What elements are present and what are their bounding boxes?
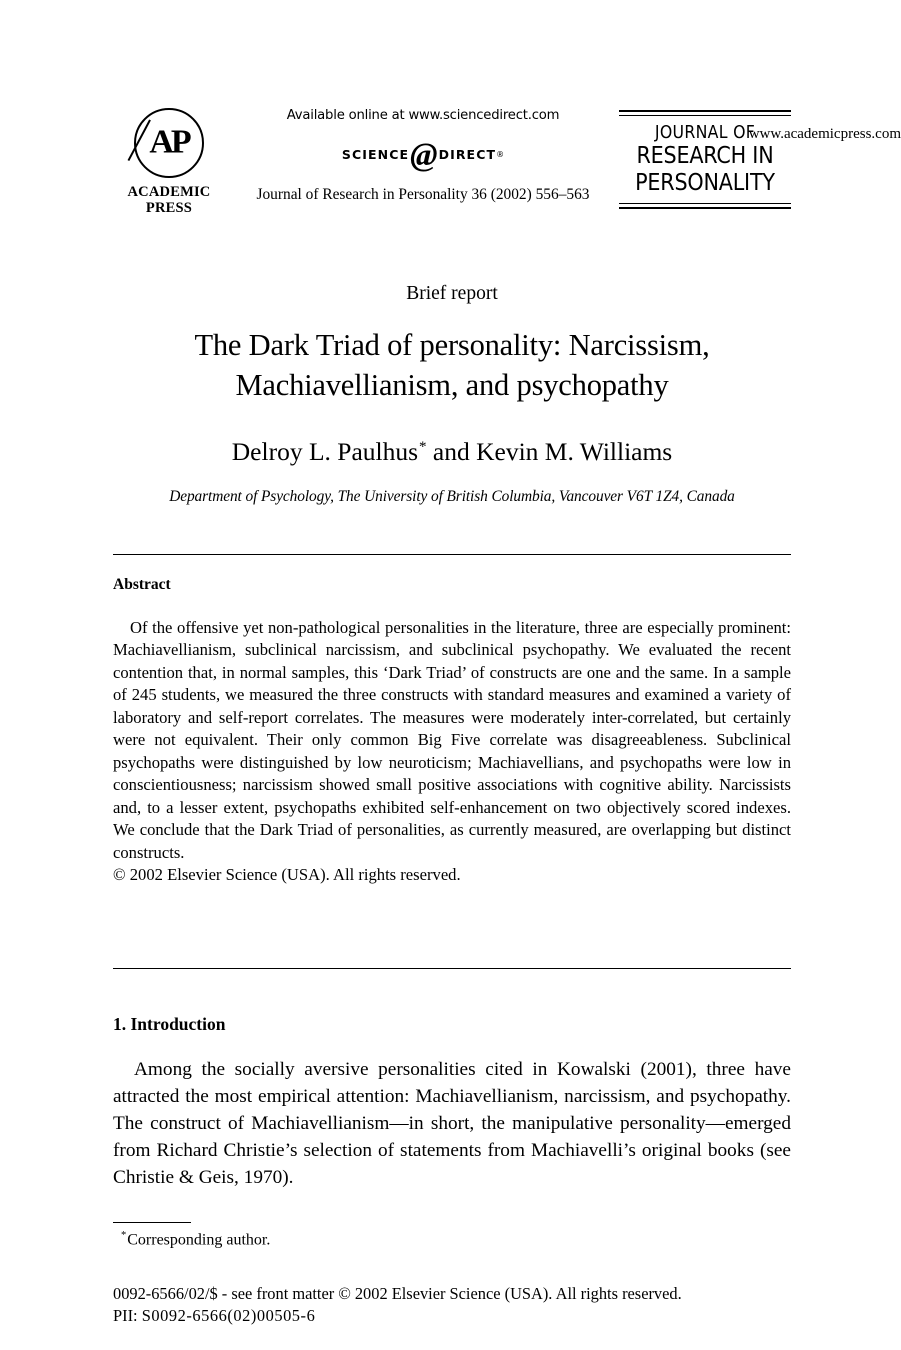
journal-masthead bbox=[619, 110, 791, 209]
academic-press-logo bbox=[113, 108, 225, 216]
author-first: Delroy L. Paulhus bbox=[231, 437, 419, 466]
abstract-body bbox=[113, 617, 791, 887]
author-list bbox=[113, 437, 791, 467]
author-second: and Kevin M. Williams bbox=[432, 437, 673, 466]
pii-line bbox=[113, 1305, 813, 1327]
page-title bbox=[113, 325, 791, 406]
page-footer bbox=[113, 1283, 813, 1328]
abstract-heading: Abstract bbox=[113, 576, 171, 593]
header-center-block bbox=[233, 108, 613, 204]
abstract-rule-top bbox=[113, 554, 791, 555]
abstract-rule-bottom bbox=[113, 968, 791, 969]
available-online-text: Available online at www.sciencedirect.com bbox=[286, 108, 560, 123]
abstract-copyright: © 2002 Elsevier Science (USA). All rights reserved. bbox=[113, 865, 461, 885]
pii-label: PII: bbox=[113, 1306, 142, 1326]
masthead-line1: JOURNAL OF bbox=[654, 123, 756, 143]
ap-oval-icon bbox=[134, 108, 204, 178]
corresponding-author-marker: * bbox=[419, 438, 427, 455]
introduction-body bbox=[113, 1057, 791, 1192]
footnote-separator bbox=[113, 1222, 191, 1223]
masthead-rule-bottom bbox=[619, 203, 791, 209]
front-matter-line: 0092-6566/02/$ - see front matter © 2002 Elsevier Science (USA). All rights reserved. bbox=[113, 1284, 682, 1303]
article-type-label: Brief report bbox=[406, 283, 498, 304]
introduction-paragraph: Among the socially aversive personalities cited in Kowalski (2001), three have attracted the most empirical attention: Machiavellianism, narcissism, and psychopathy. The construct of Machiavellianism—in short, the manipulative personality—emerged from Richard Christie’s selection of statements from Machiavelli’s original books (see Christie & Geis, 1970). bbox=[113, 1059, 791, 1188]
publisher-name bbox=[113, 184, 225, 216]
publisher-name-line1: ACADEMIC bbox=[127, 184, 211, 200]
journal-citation-line: Journal of Research in Personality 36 (2002) 556–563 bbox=[256, 186, 590, 203]
masthead-line3: PERSONALITY bbox=[635, 169, 775, 196]
sciencedirect-word-science: SCIENCE bbox=[341, 146, 410, 162]
masthead-line2: RESEARCH IN bbox=[636, 143, 774, 170]
footnote-text: Corresponding author. bbox=[127, 1231, 271, 1249]
author-affiliation: Department of Psychology, The University of British Columbia, Vancouver V6T 1Z4, Canada bbox=[169, 488, 735, 505]
pii-value: S0092-6566(02)00505-6 bbox=[141, 1306, 316, 1326]
registered-trademark-icon: ® bbox=[496, 149, 505, 159]
sciencedirect-logo bbox=[233, 136, 613, 173]
publisher-name-line2: PRESS bbox=[145, 200, 193, 217]
title-line2: Machiavellianism, and psychopathy bbox=[235, 368, 669, 403]
section-heading-introduction: 1. Introduction bbox=[113, 1014, 226, 1034]
at-sign-icon: @ bbox=[410, 136, 438, 173]
publisher-url[interactable]: www.academicpress.com bbox=[748, 126, 901, 142]
sciencedirect-word-direct: DIRECT bbox=[438, 146, 497, 162]
ap-monogram-text: AP bbox=[149, 123, 189, 161]
corresponding-author-footnote bbox=[121, 1230, 270, 1249]
footnote-marker: * bbox=[121, 1230, 127, 1241]
abstract-text: Of the offensive yet non-pathological personalities in the literature, three are especially prominent: Machiavellianism, subclinical narcissism, and subclinical psychopathy. We evaluated the recent contention that, in normal samples, this ‘Dark Triad’ of constructs are one and the same. In a sample of 245 students, we measured the three constructs with standard measures and examined a variety of laboratory and self-report correlates. The measures were moderately inter-correlated, but certainly were not equivalent. Their only common Big Five correlate was disagreeableness. Subclinical psychopaths were distinguished by low neuroticism; Machiavellians, and psychopaths were low in conscientiousness; narcissism showed small positive associations with cognitive ability. Narcissists and, to a lesser extent, psychopaths exhibited self-enhancement on two objectively scored indexes. We conclude that the Dark Triad of personalities, as currently measured, are overlapping but distinct constructs. bbox=[113, 618, 791, 862]
title-line1: The Dark Triad of personality: Narcissism, bbox=[194, 328, 710, 362]
